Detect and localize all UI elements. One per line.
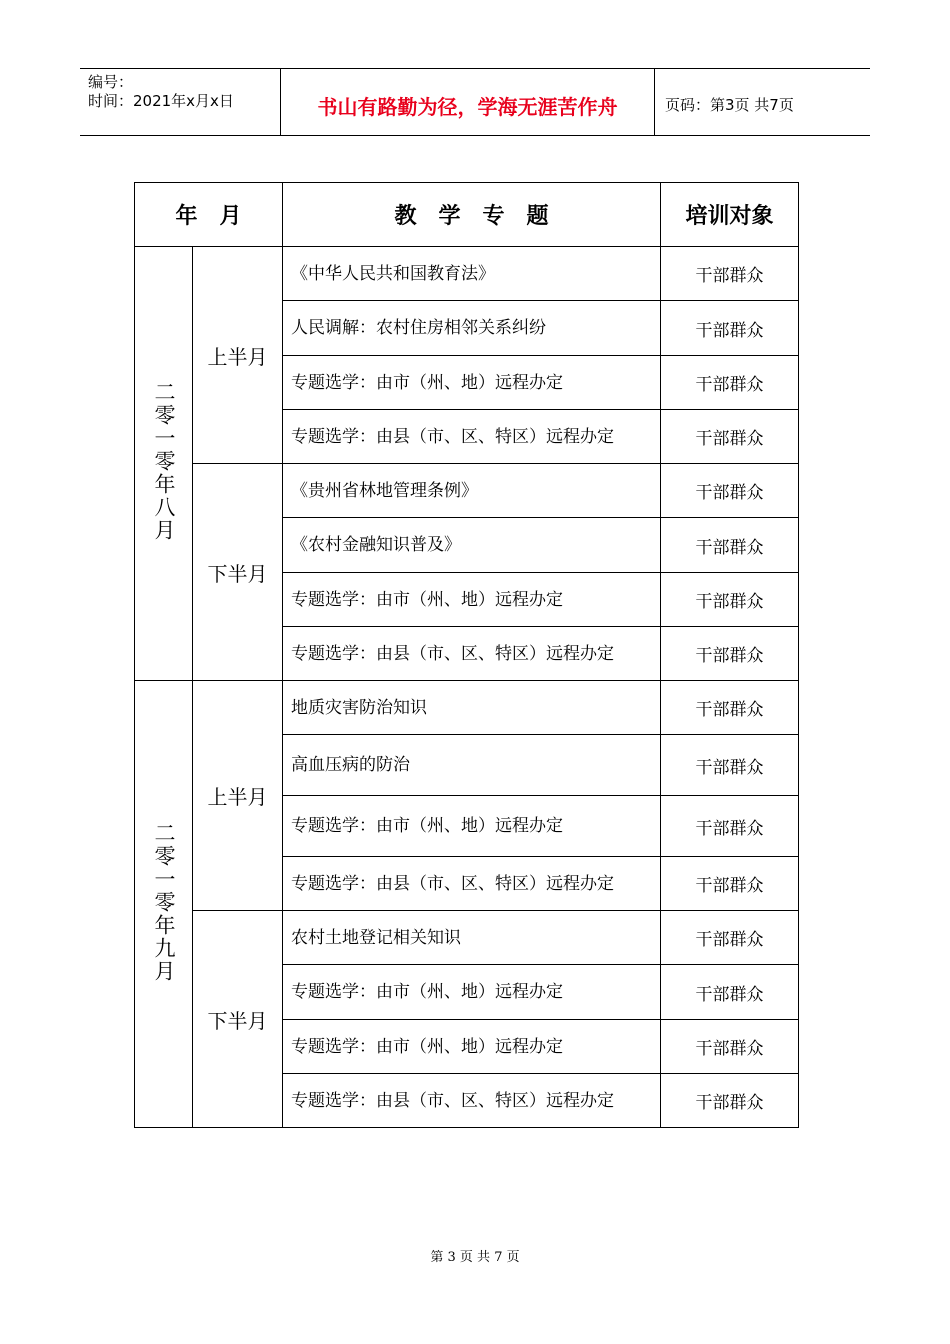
topic-cell: 专题选学：由市（州、地）远程办定: [283, 573, 661, 627]
topic-cell: 《贵州省林地管理条例》: [283, 464, 661, 518]
topic-cell: 人民调解：农村住房相邻关系纠纷: [283, 301, 661, 356]
header-motto: 书山有路勤为径，学海无涯苦作舟: [281, 69, 655, 135]
target-cell: 干部群众: [661, 518, 799, 573]
table-row: [135, 247, 799, 301]
topic-cell: 专题选学：由市（州、地）远程办定: [283, 965, 661, 1020]
target-cell: 干部群众: [661, 796, 799, 857]
topic-cell: 地质灾害防治知识: [283, 681, 661, 735]
target-cell: 干部群众: [661, 627, 799, 681]
header-page-label: 页码：第3页 共7页: [665, 95, 794, 114]
target-cell: 干部群众: [661, 301, 799, 356]
header-year-month: 年 月: [135, 183, 283, 247]
topic-cell: 专题选学：由市（州、地）远程办定: [283, 796, 661, 857]
month-label: 二零一零年九月: [152, 821, 176, 983]
table-header-row: [135, 183, 799, 247]
target-cell: 干部群众: [661, 356, 799, 410]
half-month-label: 上半月: [193, 247, 283, 464]
page-footer: 第 3 页 共 7 页: [430, 1250, 520, 1265]
topic-cell: 高血压病的防治: [283, 735, 661, 796]
table-body: [135, 247, 799, 1128]
topic-cell: 专题选学：由县（市、区、特区）远程办定: [283, 627, 661, 681]
header-topic: 教 学 专 题: [283, 183, 661, 247]
header-meta: [80, 69, 281, 135]
topic-cell: 专题选学：由市（州、地）远程办定: [283, 1020, 661, 1074]
topic-cell: 农村土地登记相关知识: [283, 911, 661, 965]
schedule-table: [134, 182, 799, 1128]
half-month-label: 下半月: [193, 911, 283, 1128]
target-cell: 干部群众: [661, 410, 799, 464]
target-cell: 干部群众: [661, 911, 799, 965]
month-cell: [135, 247, 193, 681]
topic-cell: 《中华人民共和国教育法》: [283, 247, 661, 301]
header-number-label: 编号：: [88, 73, 134, 91]
target-cell: 干部群众: [661, 735, 799, 796]
target-cell: 干部群众: [661, 681, 799, 735]
month-label: 二零一零年八月: [152, 381, 176, 542]
document-header: [80, 68, 870, 136]
topic-cell: 专题选学：由县（市、区、特区）远程办定: [283, 1074, 661, 1128]
topic-cell: 专题选学：由市（州、地）远程办定: [283, 356, 661, 410]
target-cell: 干部群众: [661, 1074, 799, 1128]
target-cell: 干部群众: [661, 857, 799, 911]
month-cell: [135, 681, 193, 1128]
header-target: 培训对象: [661, 183, 799, 247]
target-cell: 干部群众: [661, 247, 799, 301]
table-row: [135, 681, 799, 735]
target-cell: 干部群众: [661, 464, 799, 518]
half-month-label: 下半月: [193, 464, 283, 681]
table-row: [135, 911, 799, 965]
target-cell: 干部群众: [661, 573, 799, 627]
target-cell: 干部群众: [661, 1020, 799, 1074]
header-time-label: 时间：2021年x月x日: [88, 92, 234, 110]
half-month-label: 上半月: [193, 681, 283, 911]
topic-cell: 《农村金融知识普及》: [283, 518, 661, 573]
target-cell: 干部群众: [661, 965, 799, 1020]
topic-cell: 专题选学：由县（市、区、特区）远程办定: [283, 410, 661, 464]
topic-cell: 专题选学：由县（市、区、特区）远程办定: [283, 857, 661, 911]
table-row: [135, 464, 799, 518]
